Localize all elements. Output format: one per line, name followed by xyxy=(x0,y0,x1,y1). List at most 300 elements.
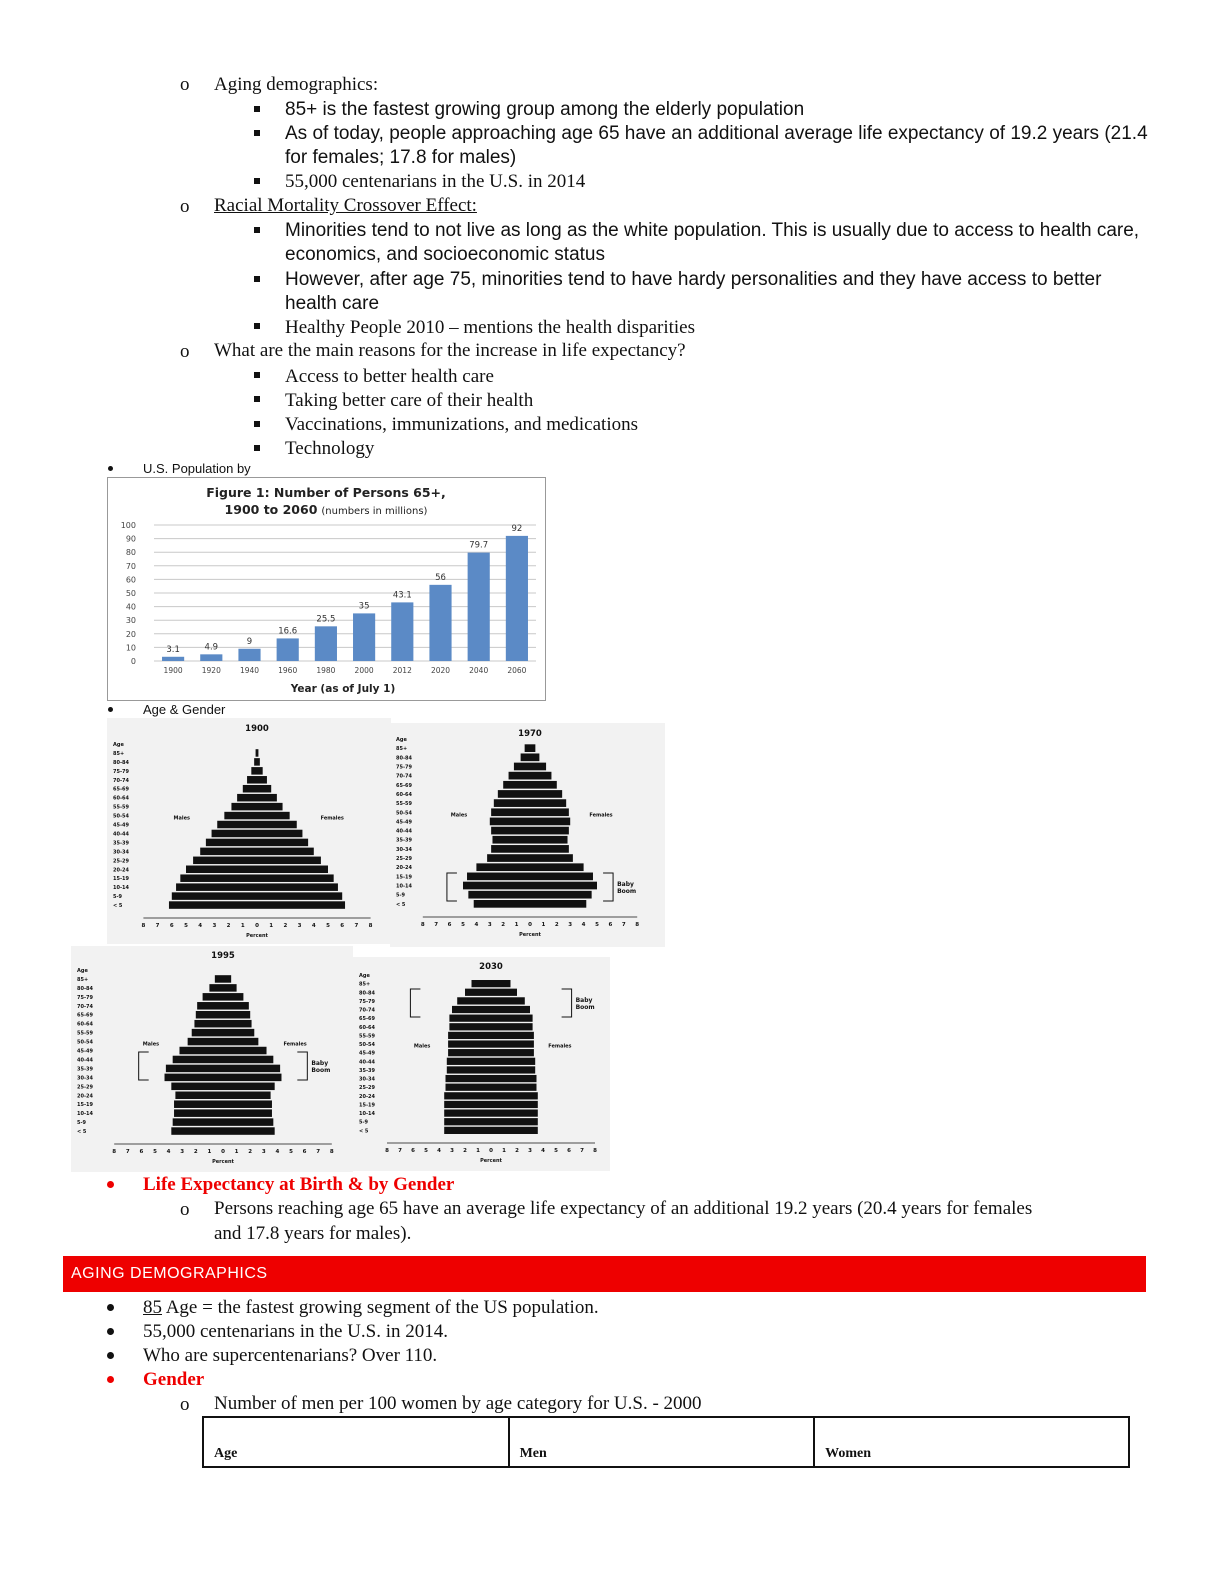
population-label: U.S. Population by xyxy=(143,461,251,476)
pyramid-age-label: Age xyxy=(359,973,370,979)
reasons-heading: What are the main reasons for the increase in life expectancy? xyxy=(214,340,686,361)
pyramid-age-group-label: 5-9 xyxy=(359,1119,369,1126)
pyramid-age-group-label: 25-29 xyxy=(396,856,412,863)
pyramid-axis-tick: 8 xyxy=(368,923,373,929)
chart-x-tick-label: 2000 xyxy=(354,666,374,675)
chart-y-tick-label: 0 xyxy=(130,657,136,666)
bullet-square xyxy=(254,178,260,184)
pyramid-age-group-label: 20-24 xyxy=(113,867,129,874)
bullet-o: o xyxy=(180,196,190,217)
bullet-dot-red xyxy=(107,1376,114,1383)
chart-value-label: 56 xyxy=(435,572,446,583)
baby-boom-bracket-left xyxy=(410,989,420,1017)
pyramid-bar xyxy=(444,1127,538,1134)
pyramid-bar xyxy=(206,839,308,847)
pyramid-1995 xyxy=(71,946,353,1172)
pyramid-bar xyxy=(492,836,567,844)
pyramid-age-group-label: 20-24 xyxy=(77,1093,93,1100)
pyramid-bar xyxy=(444,1092,538,1099)
pyramid-bar xyxy=(448,1032,534,1039)
pyramid-axis-tick: 0 xyxy=(221,1149,225,1155)
pyramid-age-group-label: 45-49 xyxy=(77,1048,93,1055)
pyramid-bar xyxy=(457,997,525,1004)
pyramid-age-group-label: 55-59 xyxy=(77,1030,93,1037)
chart-bar xyxy=(200,654,222,661)
pyramid-percent-label: Percent xyxy=(519,932,541,938)
pyramid-axis-tick: 4 xyxy=(541,1148,545,1154)
chart-y-tick-label: 20 xyxy=(125,629,136,639)
table-header-row xyxy=(203,1417,1129,1467)
pyramid-percent-label: Percent xyxy=(246,933,268,939)
pyramid-age-group-label: 40-44 xyxy=(113,831,129,838)
bar-chart-svg xyxy=(108,478,545,700)
pyramid-bar xyxy=(446,1084,537,1091)
pyramid-bar xyxy=(171,1083,274,1091)
chart-y-tick-label: 80 xyxy=(125,548,136,558)
crossover-item-2-cont: health care xyxy=(285,293,380,314)
pyramid-age-group-label: 15-19 xyxy=(77,1102,93,1109)
pyramid-bar xyxy=(174,1109,272,1117)
chart-x-label: Year (as of July 1) xyxy=(290,683,396,695)
pyramid-bar xyxy=(491,808,569,816)
pyramid-1900 xyxy=(107,718,391,944)
pyramid-axis-tick: 2 xyxy=(463,1148,467,1154)
pyramid-axis-tick: 5 xyxy=(289,1149,293,1155)
pyramid-age-group-label: 45-49 xyxy=(396,819,412,826)
crossover-item-1-cont: economics, and socioeconomic status xyxy=(285,244,605,265)
pyramid-age-group-label: 75-79 xyxy=(77,994,93,1001)
pyramid-age-group-label: 55-59 xyxy=(396,801,412,808)
pyramid-age-group-label: 30-34 xyxy=(113,849,129,856)
pyramid-age-group-label: 75-79 xyxy=(359,998,375,1005)
pyramid-age-group-label: 75-79 xyxy=(396,764,412,771)
chart-subtitle xyxy=(225,502,428,517)
pyramid-age-group-label: 80-84 xyxy=(113,759,129,766)
chart-bar xyxy=(238,649,260,661)
pyramid-axis-tick: 5 xyxy=(554,1148,558,1154)
pyramid-bar xyxy=(491,845,569,853)
life-expectancy-item: Persons reaching age 65 have an average life expectancy of an additional 19.2 years (20.4 years for females xyxy=(214,1198,1033,1219)
table-header-men: Men xyxy=(509,1417,815,1467)
pyramid-bar xyxy=(193,857,321,865)
bullet-o: o xyxy=(180,341,190,362)
pyramid-bar xyxy=(498,790,562,798)
pyramid-bar xyxy=(194,1020,251,1028)
pyramid-axis-tick: 2 xyxy=(501,922,506,928)
pyramid-age-group-label: 25-29 xyxy=(77,1084,93,1091)
aging-item-2: As of today, people approaching age 65 have an additional average life expectancy of 19.2 years (21.4 xyxy=(285,123,1148,144)
pyramid-bar xyxy=(176,883,338,891)
chart-value-label: 4.9 xyxy=(204,642,219,653)
chart-value-label: 9 xyxy=(246,636,253,647)
aging-item-3: 55,000 centenarians in the U.S. in 2014 xyxy=(285,171,586,192)
pyramid-bar xyxy=(197,1002,249,1010)
chart-bar xyxy=(353,613,375,661)
pyramid-axis-tick: 1 xyxy=(234,1149,239,1155)
chart-y-tick-label: 10 xyxy=(125,643,136,653)
pyramid-year-title: 1995 xyxy=(211,951,235,961)
pyramid-axis-tick: 2 xyxy=(193,1149,198,1155)
pyramid-age-label: Age xyxy=(77,968,88,974)
chart-x-tick-label: 1920 xyxy=(201,666,221,675)
pyramid-age-group-label: 70-74 xyxy=(359,1007,375,1014)
pyramid-age-group-label: 10-14 xyxy=(396,883,412,890)
reasons-item-3: Vaccinations, immunizations, and medications xyxy=(285,414,639,435)
section-banner: AGING DEMOGRAPHICS xyxy=(63,1256,1146,1292)
pyramid-axis-tick: 8 xyxy=(420,922,425,928)
pyramid-bar xyxy=(173,1056,274,1064)
pyramid-bar xyxy=(254,758,260,766)
pyramid-age-group-label: 60-64 xyxy=(359,1024,375,1031)
bullet-square xyxy=(254,130,260,136)
chart-y-tick-label: 100 xyxy=(120,521,136,530)
pyramid-axis-tick: 2 xyxy=(283,923,288,929)
pyramid-axis-tick: 8 xyxy=(112,1149,117,1155)
chart-bar xyxy=(162,657,184,661)
pyramid-age-group-label: 30-34 xyxy=(77,1075,93,1082)
pyramid-bar xyxy=(209,984,236,992)
bullet-o: o xyxy=(180,74,190,95)
bullet-dot xyxy=(108,707,113,712)
pyramid-bar xyxy=(525,744,536,752)
pyramid-bar xyxy=(449,1023,532,1030)
chart-value-label: 3.1 xyxy=(166,644,180,655)
pyramid-bar xyxy=(212,830,303,838)
pyramid-axis-tick: 8 xyxy=(385,1148,389,1154)
pyramid-bar xyxy=(165,1074,282,1082)
chart-x-tick-label: 2040 xyxy=(469,666,489,675)
chart-x-tick-label: 2060 xyxy=(507,666,527,675)
pyramid-age-group-label: 10-14 xyxy=(77,1111,93,1118)
pyramid-bar xyxy=(447,1066,535,1073)
pyramid-axis-tick: 1 xyxy=(269,923,274,929)
table-header-women: Women xyxy=(814,1417,1129,1467)
pyramid-bar xyxy=(251,767,262,775)
pyramid-bar xyxy=(186,866,328,874)
pyramid-bar xyxy=(179,1047,266,1055)
crossover-heading: Racial Mortality Crossover Effect: xyxy=(214,195,477,216)
pyramid-bar xyxy=(514,763,546,771)
pyramid-axis-tick: 2 xyxy=(515,1148,519,1154)
pyramid-bar xyxy=(452,1006,530,1013)
baby-boom-bracket-left xyxy=(447,873,457,901)
chart-value-label: 79.7 xyxy=(469,540,489,551)
pyramid-bar xyxy=(467,873,593,881)
pyramid-bar xyxy=(472,980,511,987)
pyramid-age-group-label: 35-39 xyxy=(396,837,412,844)
pyramid-age-group-label: 15-19 xyxy=(396,874,412,881)
pyramid-axis-tick: 2 xyxy=(226,923,231,929)
pyramid-axis-tick: 4 xyxy=(311,923,316,929)
pyramid-age-group-label: 20-24 xyxy=(396,865,412,872)
age-gender-label: Age & Gender xyxy=(143,702,226,717)
pyramid-axis-tick: 0 xyxy=(255,923,259,929)
baby-boom-bracket-left xyxy=(139,1052,149,1080)
pyramid-bar xyxy=(217,821,297,829)
pyramid-axis-tick: 3 xyxy=(568,922,573,928)
pyramid-age-group-label: 25-29 xyxy=(359,1085,375,1092)
underlined-85: 85 xyxy=(143,1297,162,1318)
chart-bar xyxy=(468,553,490,661)
table-header-age: Age xyxy=(203,1417,509,1467)
pyramid-axis-tick: 6 xyxy=(169,923,174,929)
pyramid-axis-tick: 5 xyxy=(326,923,330,929)
pyramid-axis-tick: 7 xyxy=(354,923,359,929)
pyramid-age-group-label: 60-64 xyxy=(113,795,129,802)
pyramid-bar xyxy=(247,776,267,784)
pyramid-age-group-label: < 5 xyxy=(113,903,123,910)
pyramid-males-label: Males xyxy=(173,815,190,822)
pyramid-axis-tick: 6 xyxy=(139,1149,144,1155)
pyramid-age-group-label: 45-49 xyxy=(359,1050,375,1057)
pyramid-bar xyxy=(224,812,289,820)
pyramid-bar xyxy=(166,1065,280,1073)
pyramid-axis-tick: 1 xyxy=(207,1149,212,1155)
baby-boom-bracket-right xyxy=(297,1052,307,1080)
bullet-square xyxy=(254,323,260,329)
pyramid-age-group-label: 5-9 xyxy=(396,892,406,899)
pyramid-age-group-label: 80-84 xyxy=(359,990,375,997)
pyramid-age-group-label: 35-39 xyxy=(359,1067,375,1074)
pyramid-axis-tick: 4 xyxy=(437,1148,441,1154)
pyramid-males-label: Males xyxy=(450,812,468,819)
pyramid-bar xyxy=(490,818,570,826)
pyramid-axis-tick: 7 xyxy=(316,1149,321,1155)
pyramid-bar xyxy=(491,827,569,835)
pyramid-bar xyxy=(448,1040,534,1047)
pyramid-axis-tick: 3 xyxy=(450,1148,454,1154)
pyramid-bar xyxy=(487,854,573,862)
pyramid-age-group-label: 50-54 xyxy=(77,1039,93,1046)
pyramid-age-group-label: 85+ xyxy=(77,976,89,983)
pyramid-axis-tick: 4 xyxy=(275,1149,280,1155)
pyramid-age-group-label: 55-59 xyxy=(359,1033,375,1040)
pyramid-axis-tick: 5 xyxy=(424,1148,428,1154)
chart-value-label: 92 xyxy=(511,523,523,534)
chart-y-tick-label: 60 xyxy=(125,575,136,585)
pyramid-bar xyxy=(444,1118,538,1125)
pyramid-axis-tick: 6 xyxy=(302,1149,307,1155)
pyramid-bar xyxy=(243,785,271,793)
pyramid-axis-tick: 3 xyxy=(261,1149,266,1155)
bullet-square xyxy=(254,227,260,233)
section2-bullet-3: Who are supercentenarians? Over 110. xyxy=(143,1345,438,1366)
pyramid-age-group-label: 65-69 xyxy=(396,782,412,789)
pyramid-axis-tick: 4 xyxy=(198,923,203,929)
pyramid-age-group-label: 70-74 xyxy=(77,1003,93,1010)
baby-boom-bracket-right xyxy=(562,989,572,1017)
pyramid-bar xyxy=(169,901,345,909)
chart-value-label: 35 xyxy=(358,601,370,612)
pyramid-bar xyxy=(192,1029,255,1037)
chart-bar xyxy=(277,638,299,661)
pyramid-age-group-label: 30-34 xyxy=(359,1076,375,1083)
pyramid-axis-tick: 6 xyxy=(608,922,613,928)
baby-boom-bracket-right xyxy=(603,873,613,901)
pyramid-bar xyxy=(463,882,597,890)
pyramid-bar xyxy=(175,1092,270,1100)
chart-value-label: 16.6 xyxy=(278,626,298,637)
pyramid-age-group-label: 40-44 xyxy=(77,1057,93,1064)
pyramid-bar xyxy=(256,749,259,757)
bullet-dot xyxy=(107,1304,114,1311)
chart-y-tick-label: 70 xyxy=(125,561,136,571)
pyramid-age-group-label: 55-59 xyxy=(113,804,129,811)
pyramid-age-group-label: 5-9 xyxy=(113,894,123,901)
pyramid-1995-svg xyxy=(71,946,353,1172)
pyramid-axis-tick: 8 xyxy=(141,923,146,929)
pyramid-bar xyxy=(465,989,517,996)
pyramid-axis-tick: 1 xyxy=(476,1148,480,1154)
pyramid-females-label: Females xyxy=(589,812,613,819)
pyramid-age-group-label: 35-39 xyxy=(77,1066,93,1073)
pyramid-bar xyxy=(468,891,591,899)
pyramid-bar xyxy=(180,874,333,882)
pyramid-bar xyxy=(196,1011,250,1019)
reasons-item-2: Taking better care of their health xyxy=(285,390,534,411)
pyramid-bar xyxy=(474,900,587,908)
pyramid-axis-tick: 3 xyxy=(212,923,217,929)
pyramid-age-group-label: 40-44 xyxy=(359,1059,375,1066)
life-expectancy-item-cont: and 17.8 years for males). xyxy=(214,1223,412,1244)
gender-item: Number of men per 100 women by age category for U.S. - 2000 xyxy=(214,1393,702,1414)
pyramid-age-group-label: < 5 xyxy=(396,901,406,908)
chart-y-tick-label: 30 xyxy=(125,616,136,626)
pyramid-age-group-label: 15-19 xyxy=(113,876,129,883)
bullet-square xyxy=(254,106,260,112)
pyramid-bar xyxy=(444,1109,538,1116)
pyramid-1900-svg xyxy=(107,718,391,944)
chart-x-tick-label: 2020 xyxy=(430,666,451,675)
pyramid-year-title: 1900 xyxy=(245,724,269,734)
chart-value-label: 43.1 xyxy=(392,590,412,601)
baby-boom-label: Baby Boom xyxy=(575,997,595,1011)
pyramid-age-group-label: 50-54 xyxy=(113,813,129,820)
pyramid-age-group-label: 80-84 xyxy=(77,985,93,992)
pyramid-axis-tick: 3 xyxy=(528,1148,532,1154)
chart-x-ticks xyxy=(164,666,527,675)
pyramid-age-group-label: 85+ xyxy=(359,981,371,988)
baby-boom-label: Baby Boom xyxy=(617,881,637,895)
pyramid-axis-tick: 6 xyxy=(411,1148,415,1154)
pyramid-axis-tick: 5 xyxy=(184,923,188,929)
pyramid-axis-tick: 7 xyxy=(621,922,626,928)
chart-y-tick-label: 50 xyxy=(125,589,136,598)
aging-item-2-cont: for females; 17.8 for males) xyxy=(285,147,517,168)
pyramid-axis-tick: 6 xyxy=(567,1148,571,1154)
pyramid-axis-tick: 1 xyxy=(502,1148,506,1154)
pyramid-1970-svg xyxy=(390,723,665,947)
chart-subtitle-note: (numbers in millions) xyxy=(321,506,428,517)
pyramid-age-group-label: 70-74 xyxy=(113,777,129,784)
pyramid-bar xyxy=(188,1038,259,1046)
pyramid-axis-tick: 2 xyxy=(248,1149,253,1155)
bullet-dot xyxy=(107,1328,114,1335)
chart-bar xyxy=(391,602,413,661)
bullet-square xyxy=(254,276,260,282)
pyramid-bar xyxy=(449,1015,532,1022)
figure1-chart xyxy=(107,477,546,701)
pyramid-percent-label: Percent xyxy=(212,1159,234,1165)
pyramid-axis-tick: 3 xyxy=(297,923,302,929)
crossover-item-2: However, after age 75, minorities tend to have hardy personalities and they have access to better xyxy=(285,269,1102,290)
pyramid-age-group-label: 65-69 xyxy=(359,1016,375,1023)
pyramid-bar xyxy=(237,794,277,802)
pyramid-bar xyxy=(215,975,231,983)
pyramid-axis-tick: 3 xyxy=(180,1149,185,1155)
chart-bar xyxy=(506,536,528,661)
pyramid-axis-tick: 4 xyxy=(581,922,586,928)
pyramid-bar xyxy=(448,1049,534,1056)
chart-y-tick-label: 40 xyxy=(125,602,136,612)
pyramid-age-group-label: 15-19 xyxy=(359,1102,375,1109)
pyramid-age-group-label: 10-14 xyxy=(359,1111,375,1118)
reasons-item-1: Access to better health care xyxy=(285,366,494,387)
pyramid-females-label: Females xyxy=(320,815,344,822)
crossover-item-3: Healthy People 2010 – mentions the health disparities xyxy=(285,317,696,338)
chart-x-tick-label: 1980 xyxy=(316,666,336,675)
pyramid-bar xyxy=(446,1075,537,1082)
pyramid-axis-tick: 7 xyxy=(398,1148,402,1154)
pyramid-bar xyxy=(444,1101,538,1108)
bullet-o: o xyxy=(180,1394,190,1415)
pyramid-axis-tick: 1 xyxy=(541,922,546,928)
bullet-square xyxy=(254,445,260,451)
chart-bar xyxy=(429,585,451,661)
bullet-square xyxy=(254,372,260,378)
chart-x-tick-label: 1900 xyxy=(163,666,183,675)
pyramid-axis-tick: 2 xyxy=(554,922,559,928)
pyramid-bar xyxy=(173,1118,274,1126)
pyramid-age-group-label: 50-54 xyxy=(396,810,412,817)
pyramid-axis-tick: 8 xyxy=(593,1148,597,1154)
pyramid-bar xyxy=(174,1100,272,1108)
pyramid-bar xyxy=(503,781,557,789)
pyramid-age-group-label: 35-39 xyxy=(113,840,129,847)
bullet-dot-red xyxy=(107,1181,114,1188)
pyramid-axis-tick: 5 xyxy=(595,922,599,928)
pyramid-axis-tick: 0 xyxy=(528,922,532,928)
chart-x-tick-label: 2012 xyxy=(392,666,412,675)
aging-item-1: 85+ is the fastest growing group among the elderly population xyxy=(285,99,805,120)
pyramid-age-group-label: < 5 xyxy=(77,1129,87,1136)
pyramid-axis-tick: 1 xyxy=(240,923,245,929)
pyramid-percent-label: Percent xyxy=(480,1158,502,1164)
pyramid-age-group-label: 10-14 xyxy=(113,885,129,892)
pyramid-2030-svg xyxy=(353,957,610,1171)
pyramid-axis-tick: 7 xyxy=(434,922,439,928)
pyramid-age-group-label: 60-64 xyxy=(396,791,412,798)
reasons-item-4: Technology xyxy=(285,438,375,459)
bullet-square xyxy=(254,421,260,427)
chart-subtitle-main: 1900 to 2060 xyxy=(224,502,318,517)
pyramid-bar xyxy=(494,799,566,807)
pyramid-bar xyxy=(171,1127,274,1135)
pyramid-age-group-label: 85+ xyxy=(396,746,408,753)
chart-x-tick-label: 1940 xyxy=(239,666,260,675)
pyramid-age-group-label: < 5 xyxy=(359,1128,369,1135)
pyramid-axis-tick: 3 xyxy=(487,922,492,928)
pyramid-age-group-label: 20-24 xyxy=(359,1093,375,1100)
bullet-o: o xyxy=(180,1199,190,1220)
chart-title: Figure 1: Number of Persons 65+, xyxy=(206,485,446,500)
pyramid-axis-tick: 8 xyxy=(635,922,640,928)
pyramid-bar xyxy=(231,803,282,811)
pyramid-bar xyxy=(476,863,583,871)
section2-bullet-1 xyxy=(143,1296,599,1320)
pyramid-axis-tick: 4 xyxy=(474,922,479,928)
chart-y-tick-label: 90 xyxy=(125,534,136,544)
